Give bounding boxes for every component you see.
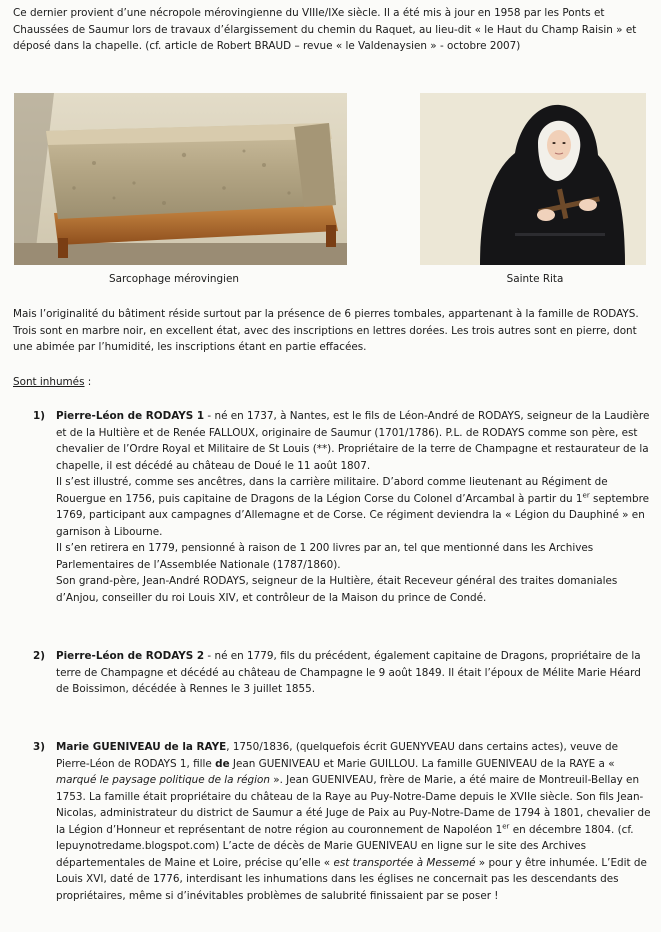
section-heading	[13, 375, 213, 389]
entry-text: ». Jean GUENIVEAU, frère de Marie, a été maire de Montreuil-Bellay en 1753. La famille était propriétaire du château de la Raye au Puy-Notre-Dame depuis le XVIIe siècle. Son fils Jean-Nicolas, administrateur du district de Saumur a été Juge de Paix au Puy-Notre-Dame de 1794 à 1801, chevalier de la Légion d’Honneur et représentant de notre région au couronnement de Napoléon 1	[56, 774, 651, 836]
entry-text: Jean GUENIVEAU et Marie GUILLOU. La famille GUENIVEAU de la RAYE a «	[229, 757, 615, 770]
sarcophage-photo	[14, 93, 347, 265]
entry-quote: marqué le paysage politique de la région	[56, 774, 270, 786]
entry-text: - né en 1779, fils du précédent, également capitaine de Dragons, propriétaire de la terre de Champagne et décédé au château de Champagne le 9 août 1849. Il était l’époux de Mélite Marie Héard de Boissimon, décédée à Rennes le 3 juillet 1855.	[56, 650, 641, 695]
list-item-body	[56, 739, 651, 904]
entry-paragraph	[56, 648, 651, 698]
entry-person-name: Marie GUENIVEAU de la RAYE	[56, 741, 227, 753]
entry-paragraph	[56, 408, 651, 474]
list-item-number: 2)	[33, 650, 45, 662]
sarcophage-caption: Sarcophage mérovingien	[109, 273, 239, 285]
superscript: er	[582, 491, 590, 500]
entry-quote: est transportée à Messemé	[333, 856, 476, 869]
entry-person-name: Pierre-Léon de RODAYS 1	[56, 410, 205, 422]
section-heading-label: Sont inhumés	[13, 376, 85, 388]
section-heading-colon: :	[84, 376, 92, 388]
entry-text: en décembre 1804. (cf. lepuynotredame.blogspot.com) L’acte de décès de Marie GUENIVEAU en ligne sur le site des Archives départementales de Maine et Loire, précise qu’elle «	[56, 823, 634, 869]
entry-text-bold: de	[215, 757, 230, 770]
sainte-rita-photo	[420, 93, 646, 265]
sainte-rita-caption: Sainte Rita	[506, 273, 564, 285]
entry-paragraph	[56, 474, 651, 540]
entry-text: Il s’est illustré, comme ses ancêtres, dans la carrière militaire. D’abord comme lieutenant au Régiment de Rouergue en 1756, puis capitaine de Dragons de la Légion Corse du Colonel d’Arcambal à partir du 1	[56, 476, 608, 505]
list-item-number: 1)	[33, 410, 45, 422]
entry-paragraph: Son grand-père, Jean-André RODAYS, seigneur de la Hultière, était Receveur général des traites domaniales d’Anjou, conseiller du roi Louis XIV, et contrôleur de la Maison du prince de Condé.	[56, 575, 618, 604]
entry-text: , 1750/1836, (quelquefois écrit GUENYVEAU dans certains actes), veuve de Pierre-Léon de RODAYS 1, fille	[56, 741, 619, 770]
entry-person-name: Pierre-Léon de RODAYS 2	[56, 650, 205, 662]
list-item-body	[56, 408, 651, 606]
entry-text: - né en 1737, à Nantes, est le fils de Léon-André de RODAYS, seigneur de la Laudière et de la Hultière et de Renée FALLOUX, originaire de Saumur (1701/1786). P.L. de RODAYS comme son père, est chevalier de l’Ordre Royal et Militaire de St Louis (**). Propriétaire de la terre de Champagne et restaurateur de la chapelle, il est décédé au château de Doué le 11 août 1807.	[56, 410, 650, 472]
superscript: er	[502, 822, 510, 831]
entry-text: » pour y être inhumée. L’Edit de Louis XVI, daté de 1776, interdisant les inhumations dans les églises ne concernait pas les descendants des propriétaires, même si d’inévitables problèmes de salubrité finissaient par se poser !	[56, 856, 647, 902]
entry-text: septembre 1769, participant aux campagnes d’Allemagne et de Corse. Ce régiment deviendra la « Légion du Dauphiné » en garnison à Libourne.	[56, 492, 650, 538]
entry-paragraph: Il s’en retirera en 1779, pensionné à raison de 1 200 livres par an, tel que mentionné dans les Archives Parlementaires de l’Assemblée Nationale (1787/1860).	[56, 542, 594, 571]
originality-paragraph: Mais l’originalité du bâtiment réside surtout par la présence de 6 pierres tombales, appartenant à la famille de RODAYS. Trois sont en marbre noir, en excellent état, avec des inscriptions en lettres dorées. Les trois autres sont en pierre, dont une abimée par l’humidité, les inscriptions étant en partie effacées.	[13, 308, 639, 353]
entry-paragraph	[56, 739, 651, 904]
intro-paragraph: Ce dernier provient d’une nécropole mérovingienne du VIIIe/IXe siècle. Il a été mis à jour en 1958 par les Ponts et Chaussées de Saumur lors de travaux d’élargissement du chemin du Raquet, au lieu-dit « le Haut du Champ Raisin » et déposé dans la chapelle. (cf. article de Robert BRAUD – revue « le Valdenaysien » - octobre 2007)	[13, 7, 637, 52]
list-item-number: 3)	[33, 741, 45, 753]
list-item-body	[56, 648, 651, 698]
